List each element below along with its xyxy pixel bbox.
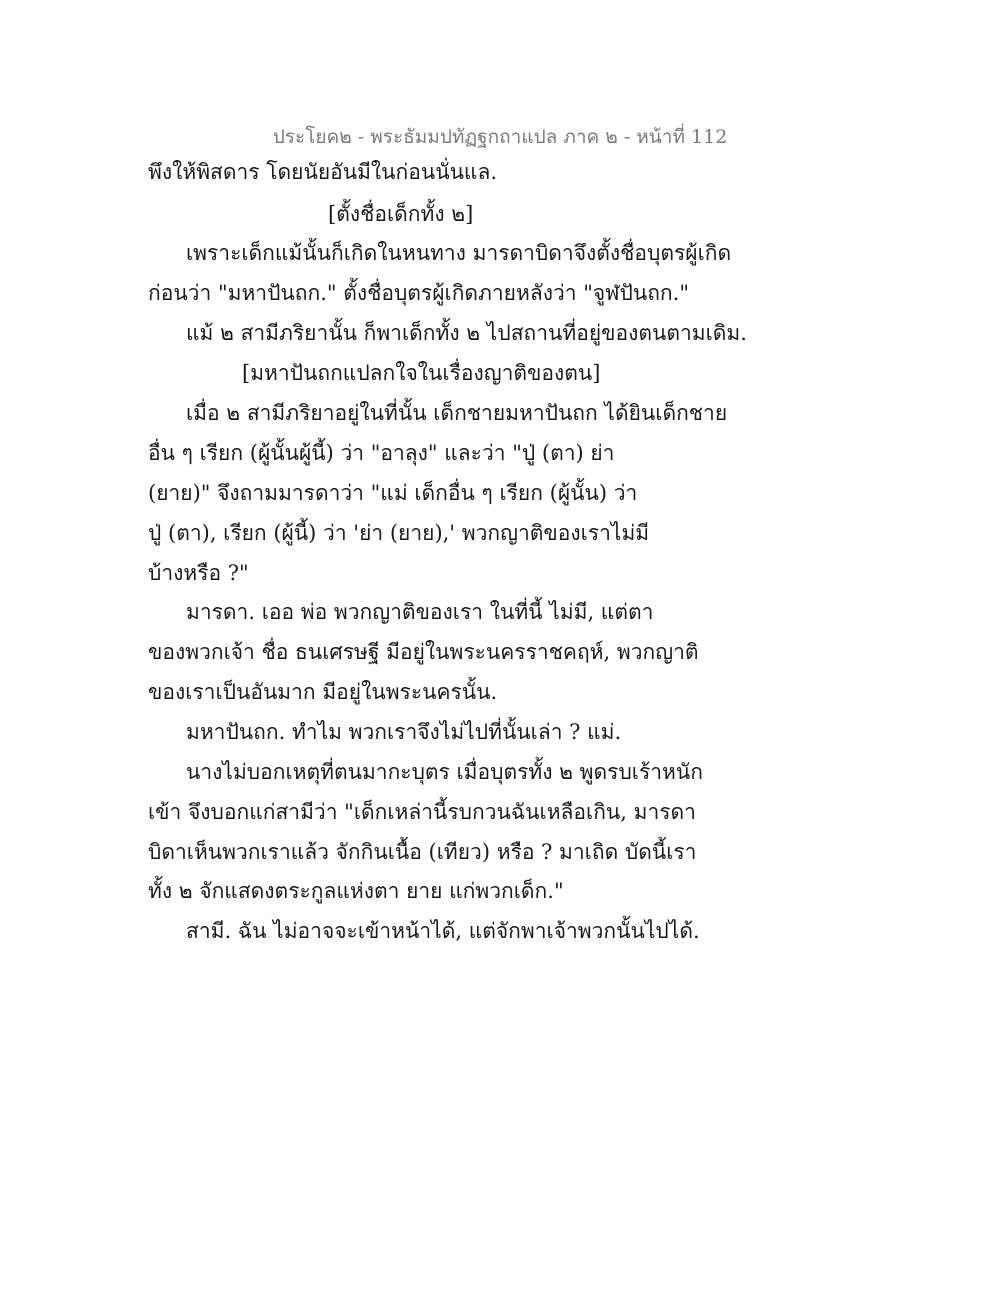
body-line: เมื่อ ๒ สามีภริยาอยู่ในที่นั้น เด็กชายมหาปันถก ได้ยินเด็กชาย	[186, 401, 728, 425]
body-line: นางไม่บอกเหตุที่ตนมากะบุตร เมื่อบุตรทั้ง ๒ พูดรบเร้าหนัก	[186, 760, 703, 784]
body-line: เข้า จึงบอกแก่สามีว่า "เด็กเหล่านี้รบกวนฉันเหลือเกิน, มารดา	[148, 800, 696, 824]
body-line: มหาปันถก. ทำไม พวกเราจึงไม่ไปที่นั้นเล่า ? แม่.	[186, 720, 622, 744]
body-line: ของพวกเจ้า ชื่อ ธนเศรษฐี มีอยู่ในพระนครราชคฤห์, พวกญาติ	[148, 640, 699, 664]
body-line: ทั้ง ๒ จักแสดงตระกูลแห่งตา ยาย แก่พวกเด็ก."	[148, 879, 564, 903]
body-line: (ยาย)" จึงถามมารดาว่า "แม่ เด็กอื่น ๆ เรียก (ผู้นั้น) ว่า	[148, 481, 638, 505]
body-line: พึงให้พิสดาร โดยนัยอันมีในก่อนนั่นแล.	[148, 160, 498, 184]
body-line: สามี. ฉัน ไม่อาจจะเข้าหน้าได้, แต่จักพาเจ้าพวกนั้นไปได้.	[186, 919, 700, 943]
body-line: มารดา. เออ พ่อ พวกญาติของเรา ในที่นี้ ไม่มี, แต่ตา	[186, 600, 654, 624]
body-line: บิดาเห็นพวกเราแล้ว จักกินเนื้อ (เทียว) หรือ ? มาเถิด บัดนี้เรา	[148, 840, 697, 864]
body-line: บ้างหรือ ?"	[148, 561, 249, 585]
body-line: อื่น ๆ เรียก (ผู้นั้นผู้นี้) ว่า "อาลุง" และว่า "ปู่ (ตา) ย่า	[148, 441, 615, 465]
body-line: เพราะเด็กแม้นั้นก็เกิดในหนทาง มารดาบิดาจึงตั้งชื่อบุตรผู้เกิด	[186, 241, 732, 265]
page-header: ประโยค๒ - พระธัมมปทัฏฐกถาแปล ภาค ๒ - หน้าที่ 112	[272, 126, 728, 148]
body-line: ปู่ (ตา), เรียก (ผู้นี้) ว่า 'ย่า (ยาย),' พวกญาติของเราไม่มี	[148, 521, 650, 545]
section-heading: [ตั้งชื่อเด็กทั้ง ๒]	[328, 202, 474, 226]
body-line: ของเราเป็นอันมาก มีอยู่ในพระนครนั้น.	[148, 680, 498, 704]
body-line: ก่อนว่า "มหาปันถก." ตั้งชื่อบุตรผู้เกิดภายหลังว่า "จูฬปันถก."	[148, 281, 689, 305]
body-line: แม้ ๒ สามีภริยานั้น ก็พาเด็กทั้ง ๒ ไปสถานที่อยู่ของตนตามเดิม.	[186, 321, 747, 345]
section-heading: [มหาปันถกแปลกใจในเรื่องญาติของตน]	[242, 361, 601, 385]
